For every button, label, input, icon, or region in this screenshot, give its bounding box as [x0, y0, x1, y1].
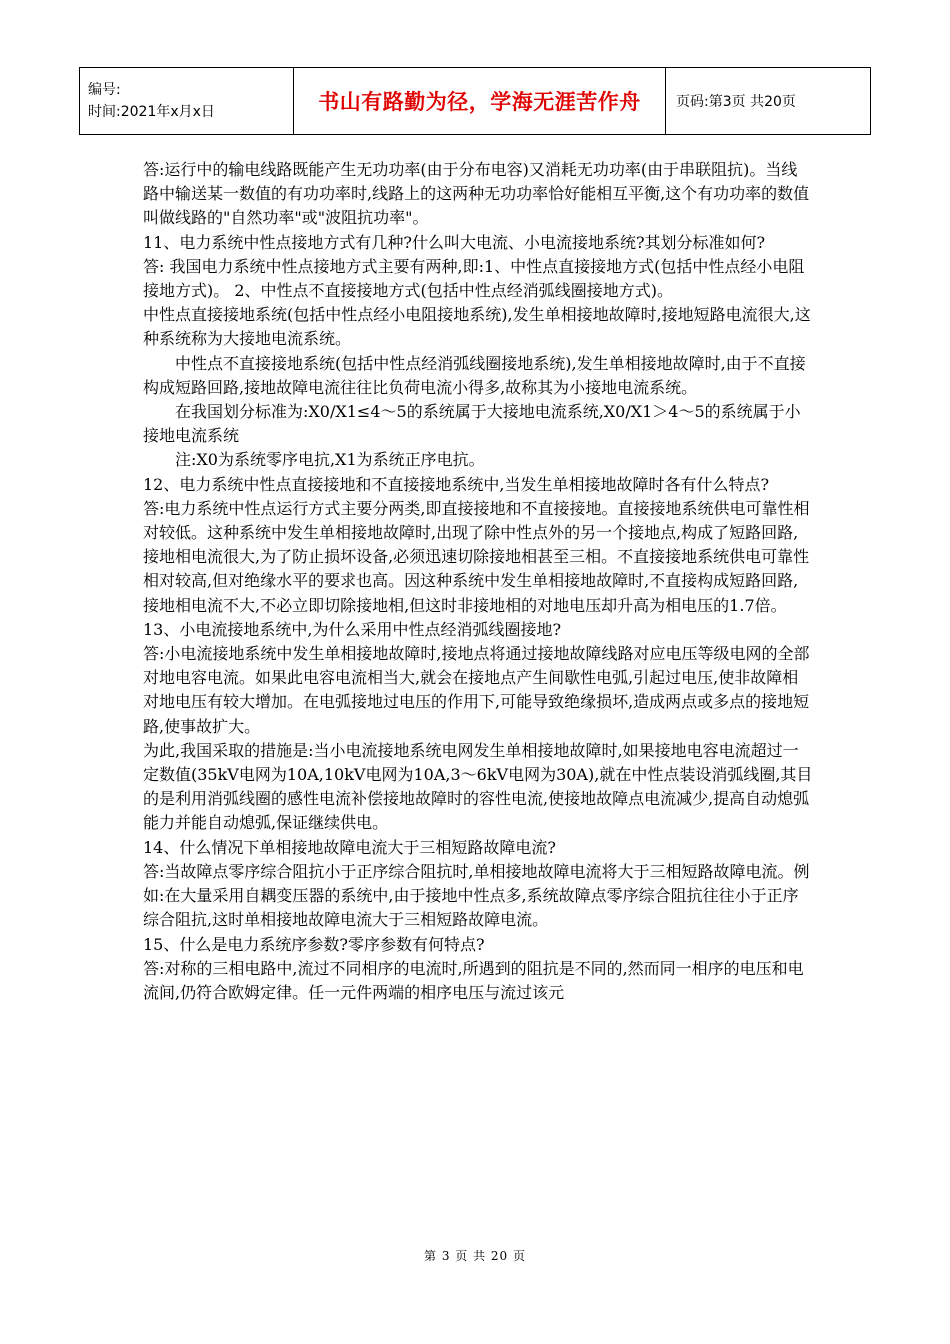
paragraph: 答:对称的三相电路中,流过不同相序的电流时,所遇到的阻抗是不同的,然而同一相序的电压和电流间,仍符合欧姆定律。任一元件两端的相序电压与流过该元 [143, 958, 804, 1002]
question-heading: 14、什么情况下单相接地故障电流大于三相短路故障电流? [143, 837, 556, 857]
header-meta [80, 68, 294, 135]
paragraph: 在我国划分标准为:X0/X1≤4～5的系统属于大接地电流系统,X0/X1＞4～5的系统属于小接地电流系统 [143, 402, 801, 446]
question-heading: 13、小电流接地系统中,为什么采用中性点经消弧线圈接地? [143, 619, 562, 639]
paragraph: 答:小电流接地系统中发生单相接地故障时,接地点将通过接地故障线路对应电压等级电网的全部对地电容电流。如果此电容电流相当大,就会在接地点产生间歇性电弧,引起过电压,使非故障相对地电压有较大增加。在电弧接地过电压的作用下,可能导致绝缘损坏,造成两点或多点的接地短路,使事故扩大。 [143, 644, 810, 736]
question-heading: 11、电力系统中性点接地方式有几种?什么叫大电流、小电流接地系统?其划分标准如何? [143, 232, 766, 252]
paragraph: 为此,我国采取的措施是:当小电流接地系统电网发生单相接地故障时,如果接地电容电流超过一定数值(35kV电网为10A,10kV电网为10A,3～6kV电网为30A),就在中性点装设消弧线圈,其目的是利用消弧线圈的感性电流补偿接地故障时的容性电流,使接地故障点电流减少,提高自动熄弧能力并能自动熄弧,保证继续供电。 [143, 740, 813, 833]
page-number-label: 页码:第3页 共20页 [676, 94, 796, 110]
paragraph: 答:电力系统中性点运行方式主要分两类,即直接接地和不直接接地。直接接地系统供电可靠性相对较低。这种系统中发生单相接地故障时,出现了除中性点外的另一个接地点,构成了短路回路,接地相电流很大,为了防止损坏设备,必须迅速切除接地相甚至三相。不直接接地系统供电可靠性相对较高,但对绝缘水平的要求也高。因这种系统中发生单相接地故障时,不直接构成短路回路,接地相电流不大,不必立即切除接地相,但这时非接地相的对地电压却升高为相电压的1.7倍。 [143, 498, 810, 615]
question-heading: 12、电力系统中性点直接接地和不直接接地系统中,当发生单相接地故障时各有什么特点? [143, 474, 770, 494]
question-heading: 15、什么是电力系统序参数?零序参数有何特点? [143, 934, 485, 954]
page-header [79, 67, 871, 135]
paragraph: 答:运行中的输电线路既能产生无功功率(由于分布电容)又消耗无功功率(由于串联阻抗)。当线路中输送某一数值的有功功率时,线路上的这两种无功功率恰好能相互平衡,这个有功功率的数值叫做线路的"自然功率"或"波阻抗功率"。 [143, 160, 810, 228]
paragraph: 中性点直接接地系统(包括中性点经小电阻接地系统),发生单相接地故障时,接地短路电流很大,这种系统称为大接地电流系统。 [143, 305, 811, 349]
document-body [143, 158, 813, 1005]
note: 注:X0为系统零序电抗,X1为系统正序电抗。 [175, 450, 485, 470]
number-label: 编号: [88, 82, 121, 98]
paragraph: 答:当故障点零序综合阻抗小于正序综合阻抗时,单相接地故障电流将大于三相短路故障电流。例如:在大量采用自耦变压器的系统中,由于接地中性点多,系统故障点零序综合阻抗往往小于正序综合阻抗,这时单相接地故障电流大于三相短路故障电流。 [143, 861, 810, 930]
page-footer: 第 3 页 共 20 页 [424, 1249, 526, 1263]
time-label: 时间:2021年x月x日 [88, 104, 215, 120]
header-slogan-cell [294, 68, 666, 135]
slogan: 书山有路勤为径，学海无涯苦作舟 [318, 90, 641, 114]
paragraph: 答: 我国电力系统中性点接地方式主要有两种,即:1、中性点直接接地方式(包括中性点经小电阻接地方式)。 2、中性点不直接接地方式(包括中性点经消弧线圈接地方式)。 [143, 256, 805, 301]
paragraph: 中性点不直接接地系统(包括中性点经消弧线圈接地系统),发生单相接地故障时,由于不直接构成短路回路,接地故障电流往往比负荷电流小得多,故称其为小接地电流系统。 [143, 353, 806, 397]
header-page-cell [666, 68, 871, 135]
